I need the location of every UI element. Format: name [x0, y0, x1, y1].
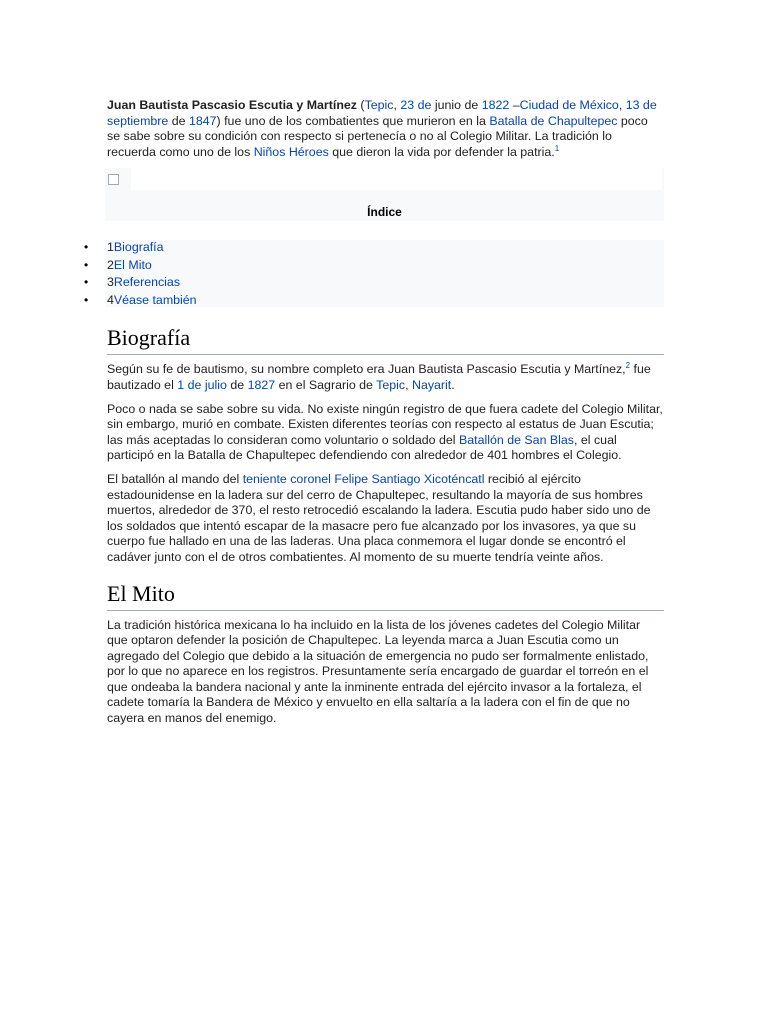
- link-batalla-de-chapultepec[interactable]: Batalla de Chapultepec: [489, 113, 618, 128]
- toc-list: [84, 240, 664, 307]
- toc-item: • 3Referencias: [84, 275, 181, 290]
- toc-link-el-mito[interactable]: El Mito: [113, 257, 152, 272]
- toc-item: • 2El Mito: [84, 257, 152, 272]
- article-body: [84, 98, 664, 735]
- subject-name: Juan Bautista Pascasio Escutia y Martínez: [107, 98, 357, 112]
- link-ninos-heroes[interactable]: Niños Héroes: [253, 144, 329, 159]
- link-nayarit[interactable]: Nayarit: [412, 377, 452, 392]
- bullet-icon: •: [84, 257, 89, 272]
- bullet-icon: •: [84, 275, 89, 290]
- toc-header: [105, 168, 664, 221]
- reference-2[interactable]: 2: [625, 361, 631, 371]
- toc-link-vease-tambien[interactable]: Véase también: [113, 292, 197, 307]
- link-1-de-julio[interactable]: 1 de julio: [177, 377, 227, 392]
- link-13-de-septiembre[interactable]: 13 de septiembre: [107, 98, 657, 128]
- intro-paragraph: Juan Bautista Pascasio Escutia y Martínez (Tepic, 23 de junio de 1822 –Ciudad de México, 13 de septiembre de 1847) fue uno de los combatientes que murieron en la Batalla de Chapultepec poco se sabe sobre su condición con respecto si pertenecía o no al Colegio Militar. La tradición lo recuerda como uno de los Niños Héroes que dieron la vida por defender la patria.$^1$: [107, 98, 657, 159]
- toc-title: Índice: [367, 205, 402, 220]
- link-23-de[interactable]: 23 de: [400, 98, 432, 112]
- toc-item: • 4Véase también: [84, 292, 197, 307]
- biografia-paragraph-3: El batallón al mando del teniente coronel Felipe Santiago Xicoténcatl recibió al ejército estadounidense en la ladera sur del cerro de Chapultepec, resultando la mayoría de sus hombres muertos, alrededor de 370, el resto retrocedió escalando la ladera. Escutia pudo haber sido uno de los soldados que intentó escapar de la masacre pero fue alcanzado por los invasores, ya que su cuerpo fue hallado en una de las laderas. Una placa conmemora el lugar donde se encontró el cadáver junto con el de otros combatientes. Al momento de su muerte tendría veinte años.: [107, 471, 651, 564]
- link-batallon-de-san-blas[interactable]: Batallón de San Blas: [458, 432, 575, 447]
- biografia-paragraph-2: Poco o nada se sabe sobre su vida. No existe ningún registro de que fuera cadete del Colegio Militar, sin embargo, murió en combate. Existen diferentes teorías con respecto al estatus de Juan Escutia; las más aceptadas lo consideran como voluntario o soldado del Batallón de San Blas, el cual participó en la Batalla de Chapultepec defendiendo con alrededor de 401 hombres el Colegio.: [107, 401, 663, 463]
- reference-1[interactable]: 1: [554, 143, 560, 153]
- link-1847[interactable]: 1847: [188, 113, 217, 128]
- toc-link-referencias[interactable]: Referencias: [113, 275, 181, 290]
- link-tepic-2[interactable]: Tepic: [376, 377, 406, 392]
- link-felipe-santiago-xicotencatl[interactable]: teniente coronel Felipe Santiago Xicoténcatl: [242, 471, 485, 486]
- toc-link-biografia[interactable]: Biografía: [113, 240, 164, 255]
- bullet-icon: •: [84, 240, 89, 255]
- biografia-paragraph-1: Según su fe de bautismo, su nombre completo era Juan Bautista Pascasio Escutia y Martínez,$^2$ fue bautizado el 1 de julio de 1827 en el Sagrario de Tepic, Nayarit.: [107, 361, 651, 392]
- link-1822[interactable]: 1822: [481, 98, 510, 112]
- toc-title-bar: [131, 168, 662, 190]
- section-heading-el-mito: El Mito: [107, 581, 664, 611]
- toc-toggle-checkbox[interactable]: [108, 174, 119, 185]
- link-1827[interactable]: 1827: [247, 377, 276, 392]
- section-heading-biografia: Biografía: [107, 325, 664, 355]
- mito-paragraph-1: La tradición histórica mexicana lo ha incluido en la lista de los jóvenes cadetes del Colegio Militar que optaron defender la posición de Chapultepec. La leyenda marca a Juan Escutia como un agregado del Colegio que debido a la situación de emergencia no pudo ser formalmente enlistado, por lo que no aparece en los registros. Presuntamente sería encargado de guardar el torreón en el que ondeaba la bandera nacional y ante la inminente entrada del ejército invasor a la fortaleza, el cadete tomaría la Bandera de México y envuelto en ella saltaría a la ladera con el fin de que no cayera en manos del enemigo.: [107, 617, 649, 726]
- bullet-icon: •: [84, 292, 89, 307]
- toc-item: • 1Biografía: [84, 240, 164, 255]
- link-ciudad-de-mexico[interactable]: Ciudad de México: [519, 98, 619, 112]
- link-tepic[interactable]: Tepic: [364, 98, 394, 112]
